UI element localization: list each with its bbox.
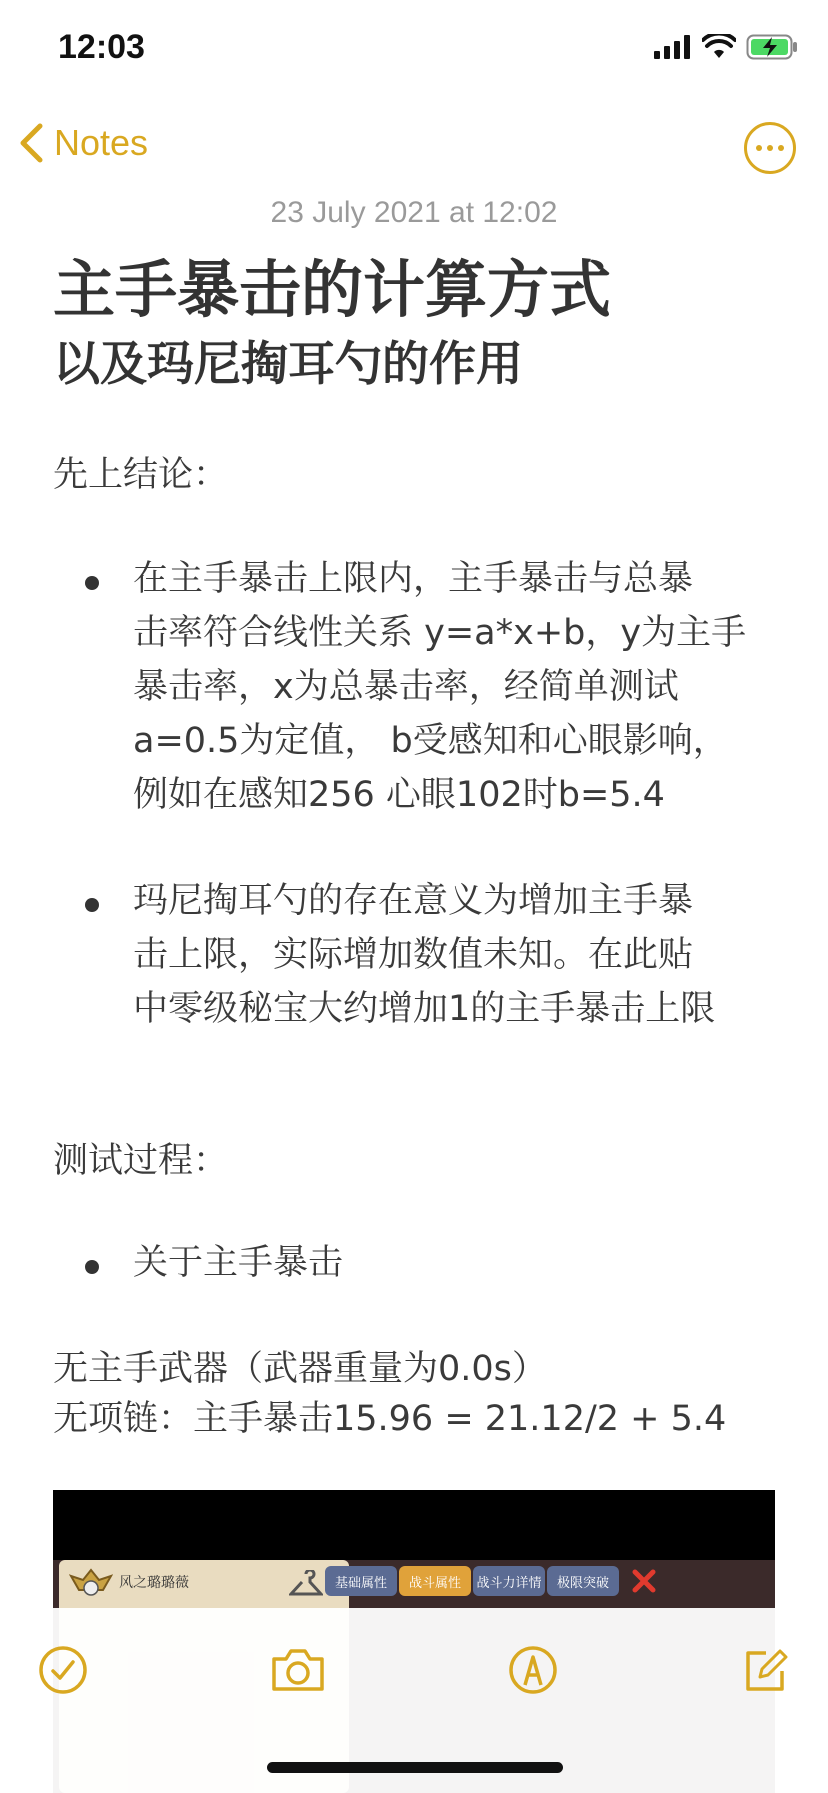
bullet-line: a=0.5为定值， b受感知和心眼影响， bbox=[133, 721, 728, 761]
back-label: Notes bbox=[54, 122, 149, 163]
bullet-line: 玛尼掏耳勺的存在意义为增加主手暴 bbox=[133, 881, 694, 921]
compose-button[interactable] bbox=[740, 1645, 790, 1699]
character-name: 风之璐璐薇 bbox=[119, 1575, 189, 1591]
bullet-line: 中零级秘宝大约增加1的主手暴击上限 bbox=[133, 989, 716, 1029]
bullet-line: 在主手暴击上限内，主手暴击与总暴 bbox=[133, 559, 694, 599]
wifi-icon bbox=[702, 34, 736, 60]
note-line: 无主手武器（武器重量为0.0s） bbox=[53, 1349, 547, 1389]
bullet-icon bbox=[85, 576, 99, 590]
bullet-icon bbox=[85, 1260, 99, 1274]
note-body[interactable] bbox=[53, 248, 793, 1444]
note-subtitle: 以及玛尼掏耳勺的作用 bbox=[53, 337, 523, 392]
hanger-icon bbox=[289, 1570, 323, 1598]
camera-button[interactable] bbox=[268, 1645, 328, 1699]
close-icon bbox=[631, 1568, 657, 1594]
checklist-button[interactable] bbox=[38, 1645, 88, 1699]
bullet-line: 击率符合线性关系 y=a*x+b，y为主手 bbox=[133, 613, 747, 653]
note-title: 主手暴击的计算方式 bbox=[53, 253, 612, 326]
list-item bbox=[53, 552, 793, 822]
bullet-icon bbox=[85, 898, 99, 912]
camera-icon bbox=[268, 1645, 328, 1695]
bullet-line: 击上限，实际增加数值未知。在此贴 bbox=[133, 935, 694, 975]
game-tab: 战斗属性 bbox=[399, 1566, 471, 1596]
more-dot-icon bbox=[778, 145, 784, 151]
nav-bar bbox=[0, 110, 828, 190]
list-item bbox=[53, 874, 793, 1036]
battery-charging-icon bbox=[746, 34, 798, 60]
signal-icon bbox=[654, 35, 692, 59]
home-indicator[interactable] bbox=[267, 1762, 563, 1773]
checklist-icon bbox=[38, 1645, 88, 1695]
bullet-line: 暴击率，x为总暴击率，经简单测试 bbox=[133, 667, 679, 707]
markup-button[interactable] bbox=[508, 1645, 558, 1699]
bullet-line: 关于主手暴击 bbox=[133, 1243, 344, 1283]
character-emblem-icon bbox=[69, 1566, 113, 1602]
note-date: 23 July 2021 at 12:02 bbox=[270, 196, 558, 229]
list-item bbox=[53, 1236, 793, 1290]
conclusion-heading: 先上结论： bbox=[53, 455, 229, 495]
more-options-button[interactable] bbox=[744, 122, 796, 174]
game-tab: 基础属性 bbox=[325, 1566, 397, 1596]
markup-icon bbox=[508, 1645, 558, 1695]
game-tab: 战斗力详情 bbox=[473, 1566, 545, 1596]
status-bar bbox=[0, 0, 828, 100]
chevron-left-icon bbox=[18, 122, 44, 164]
status-time: 12:03 bbox=[58, 28, 145, 66]
back-button[interactable] bbox=[18, 122, 148, 164]
more-dot-icon bbox=[756, 145, 762, 151]
note-line: 无项链：主手暴击15.96 = 21.12/2 + 5.4 bbox=[53, 1399, 727, 1439]
bullet-line: 例如在感知256 心眼102时b=5.4 bbox=[133, 775, 665, 815]
game-tab: 极限突破 bbox=[547, 1566, 619, 1596]
status-icons bbox=[654, 34, 798, 60]
more-dot-icon bbox=[767, 145, 773, 151]
process-heading: 测试过程： bbox=[53, 1141, 229, 1181]
compose-icon bbox=[740, 1645, 790, 1695]
